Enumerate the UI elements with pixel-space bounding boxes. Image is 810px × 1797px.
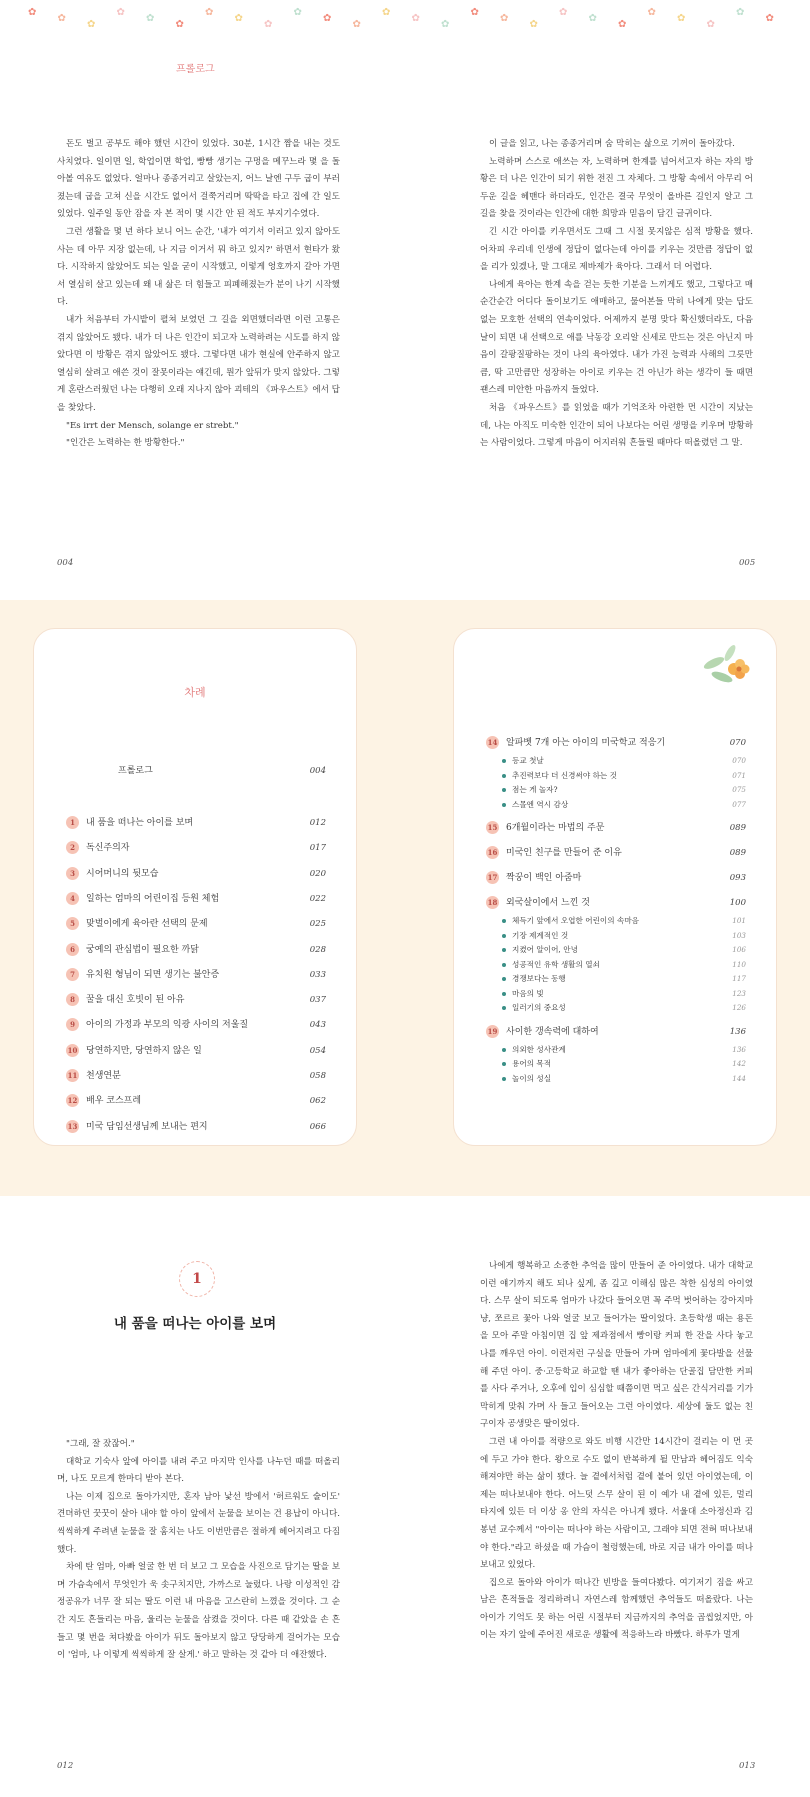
toc-sub-title: 스몰엔 역시 감상 [512,799,569,809]
toc-sub-page: 110 [732,959,746,969]
toc-sub-page: 136 [732,1044,746,1054]
section-label: 프롤로그 [176,64,215,75]
chapter-number-badge: 3 [66,867,79,880]
chapter-number-badge: 17 [487,873,498,882]
paragraph: 내가 처음부터 가시밭이 펼쳐 보였던 그 길을 외면했더라면 이런 고통은 겪지 않았어도 됐다. 내가 더 나은 인간이 되고자 노력하려는 시도를 하지 않았다면 이 방황은 겪지 않았어도 됐다. 그렇다면 내가 현실에 안주하지 않고 열심히 살려고 애쓴 것이 잘못이라는 얘긴데, 뭔가 앞뒤가 맞지 않았다. 그렇게 혼란스러웠던 나는 다행히 오래 지나지 않아 괴테의 《파우스트》에서 답을 찾았다. [57,314,340,413]
toc-page-number: 070 [729,738,746,748]
toc-page-number: 089 [729,848,746,858]
toc-chapter-title: 천생연분 [86,1071,121,1081]
toc-row[interactable] [66,840,326,856]
toc-sub-row[interactable] [500,783,746,796]
toc-row[interactable] [486,1024,746,1040]
toc-chapter-title: 아이의 가정과 부모의 익광 사이의 저울질 [86,1020,249,1031]
chapter-right-column [480,1258,753,1645]
bullet-dot-icon [502,1006,506,1010]
paragraph: "그래, 잘 잤잖어." [66,1439,135,1449]
paragraph: "인간은 노력하는 한 방황한다." [66,438,185,449]
toc-sub-title: 마음의 빛 [512,988,544,998]
chapter-number-badge: 6 [66,943,79,956]
toc-sub-page: 075 [732,785,746,794]
paragraph: 돈도 벌고 공부도 해야 했던 시간이 있었다. 30분, 1시간 짬을 내는 것도 사치였다. 일이면 일, 학업이면 학업, 빵빵 생기는 구멍을 메꾸느라 몇 을 돌아볼 여유도 없었다. 얼마나 종종거리고 살았는지, 어느 날엔 구두 굽이 부러졌는데 굽을 고쳐 신을 시간도 없어서 걸쭉거리며 딱딱을 타고 집에 간 일도 있었다. 일주일 동안 잠을 자 본 적이 몇 시간 안 된 적도 부지기수였다. [57,139,340,220]
flower-icon: ✿ [618,19,627,30]
chapter-number-badge: 9 [66,1018,79,1031]
toc-sub-page: 144 [732,1073,746,1083]
toc-chapter-title: 궁예의 관심법이 필요한 까닭 [86,944,199,955]
bullet-dot-icon [502,992,506,996]
toc-sub-title: 추진력보다 더 신경써야 하는 것 [512,770,618,780]
toc-row[interactable] [486,845,746,861]
chapter-number-badge: 4 [66,892,79,905]
bullet-dot-icon [502,1048,506,1052]
paragraph: 대학교 기숙사 앞에 아이를 내려 주고 마지막 인사를 나누던 때를 떠올리며, 나도 모르게 한마디 받아 본다. [57,1456,340,1485]
toc-chapter-title: 외국살이에서 느낀 것 [506,898,590,908]
toc-row[interactable] [486,820,746,836]
paragraph: 차에 탄 엄마, 아빠 얼굴 한 번 더 보고 그 모습을 사진으로 담기는 딸을 보며 가슴속에서 무엇인가 욱 솟구치지만, 가까스로 눌렀다. 나랑 이성적인 감정공유가 너무 잘 되는 딸도 이런 내 마음을 고스란히 느꼈을 것이다. 그 순간 지도 흔들리는 마음, 울리는 눈물을 삼켰을 것이다. 다른 때 같았을 손 흔들고 몇 번을 쳐다봤을 아이가 뒤도 돌아보지 않고 당당하게 걸어가는 모습이 '엄마, 나 이렇게 씩씩하게 잘 살게.' 하고 말하는 것 같아 더 애잔했다. [57,1562,340,1661]
toc-band [0,600,810,1196]
toc-sub-row[interactable] [500,769,746,782]
prologue-right-column [480,136,753,453]
bullet-dot-icon [502,1062,506,1066]
toc-row[interactable] [66,1068,326,1084]
toc-prologue-row[interactable] [82,763,326,779]
toc-sub-title: 기장 제계적인 것 [512,930,569,940]
chapter-number-badge: 12 [67,1096,78,1106]
flower-icon: ✿ [234,13,243,24]
toc-row[interactable] [66,1043,326,1059]
bullet-dot-icon [502,919,506,923]
toc-sub-row[interactable] [500,987,746,1000]
bullet-dot-icon [502,774,506,778]
toc-sub-row[interactable] [500,929,746,942]
flower-icon: ✿ [559,7,568,18]
flower-icon: ✿ [382,7,391,18]
toc-row[interactable] [66,967,326,983]
toc-chapter-title: 맞벌이에게 육아란 선택의 문제 [86,919,208,930]
flower-icon: ✿ [205,7,214,18]
toc-sub-page: 071 [732,770,746,780]
toc-sub-row[interactable] [500,754,746,767]
toc-sub-title: 의외한 성사관계 [512,1044,566,1054]
bullet-dot-icon [502,963,506,967]
toc-page-number: 033 [309,969,326,980]
bullet-dot-icon [502,948,506,952]
toc-chapter-title: 알파벳 7개 아는 아이의 미국학교 적응기 [506,738,666,748]
paragraph: 처음 《파우스트》를 읽었을 때가 기억조차 아련한 먼 시간이 지났는데, 나는 아직도 미숙한 인간이 되어 나보다는 어린 생명을 키우며 방황하는 사람이었다. 그렇게 마음이 어지러워 흔들릴 때마다 떠올렸던 그 말. [480,402,753,449]
bullet-dot-icon [502,934,506,938]
prologue-spread [0,0,810,600]
page-number: 005 [739,558,756,568]
chapter-number-badge: 10 [67,1045,78,1055]
chapter-number-badge: 15 [487,823,498,832]
flower-icon: ✿ [116,7,125,18]
page-number: 012 [57,1761,74,1771]
toc-page-number: 054 [309,1045,326,1056]
toc-prologue-page: 004 [309,766,326,776]
toc-page-number: 012 [309,818,326,828]
toc-sub-page: 077 [732,799,746,809]
toc-title: 차례 [184,686,206,699]
toc-sub-page: 101 [732,916,746,925]
toc-chapter-title: 사이한 갱속력에 대하여 [506,1026,599,1037]
toc-chapter-title: 일하는 엄마의 어린이집 등원 체험 [86,893,220,904]
toc-sub-page: 070 [732,756,746,765]
page-number: 004 [57,558,74,568]
toc-sub-page: 123 [732,988,746,998]
flower-icon: ✿ [736,7,745,18]
paragraph: "Es irrt der Mensch, solange er strebt." [66,420,239,431]
toc-row[interactable] [66,942,326,958]
paragraph: 노력하며 스스로 애쓰는 자, 노력하며 한계를 넘어서고자 하는 자의 방황은 더 나은 인간이 되기 위한 전진 그 자체다. 그 방황 속에서 아무리 어두운 길을 헤맨다 하더라도, 인간은 결국 무엇이 올바른 길인지 알고 그 길을 찾을 것이라는 인간에 대한 희망과 믿음이 담긴 글귀이다. [480,156,753,220]
chapter-title: 내 품을 떠나는 아이를 보며 [113,1316,277,1332]
toc-sub-page: 106 [732,945,746,954]
bullet-dot-icon [502,977,506,981]
toc-chapter-title: 배우 코스프레 [86,1096,142,1107]
flower-icon: ✿ [529,19,538,30]
bullet-dot-icon [502,1077,506,1081]
bullet-dot-icon [502,803,506,807]
chapter-number-badge: 14 [487,738,498,747]
toc-prologue-title: 프롤로그 [118,766,153,776]
toc-sub-row[interactable] [500,798,746,811]
toc-chapter-title: 6개월이라는 마법의 주문 [506,823,605,833]
flower-icon: ✿ [87,19,96,30]
toc-sub-title: 등교 첫날 [512,756,544,765]
toc-chapter-title: 당연하지만, 당연하지 않은 일 [86,1045,202,1056]
toc-page-number: 022 [309,893,326,904]
chapter-number-badge: 1 [179,1261,215,1297]
chapter-number-badge: 8 [66,993,79,1006]
paragraph: 이 글을 읽고, 나는 종종거리며 숨 막히는 삶으로 기꺼이 돌아갔다. [489,139,735,149]
toc-row[interactable] [66,815,326,831]
toc-sub-title: 경쟁보다는 동행 [512,974,566,983]
toc-page-number: 017 [309,843,326,854]
paragraph: 그런 내 아이를 적량으로 와도 비행 시간만 14시간이 걸리는 이 먼 곳에 두고 가야 한다. 왕으로 수도 없이 반복하게 될 만남과 헤어짐도 익숙해져야만 하는 삶이 됐다. 늘 곁에서처럼 곁에 붙어 있던 아이였는데, 이제는 떠나보내야 한다. 어느덧 스무 살이 된 이 예가 내 곁에 있든, 멀리 타지에 있든 더 이상 옹 안의 자식은 아니게 됐다. 서울대 소아정신과 김봉년 교수께서 "아이는 떠나야 하는 사람이고, 그래야 되면 전혀 떠나보내야 한다."라고 하셨을 때 가슴이 철렁했는데, 바로 지금 내가 아이를 떠나보내고 있었다. [480,1436,753,1571]
chapter-number-badge: 18 [487,898,498,907]
toc-sub-row[interactable] [500,943,746,956]
toc-row[interactable] [486,895,746,911]
toc-row[interactable] [66,916,326,932]
toc-row[interactable] [66,992,326,1008]
toc-page-number: 028 [309,944,326,955]
toc-page-number: 136 [729,1026,746,1037]
toc-chapter-title: 꿀을 대신 호빗이 된 아유 [86,995,185,1006]
toc-sub-title: 성공적인 유학 생활의 열쇠 [512,959,600,969]
toc-sub-row[interactable] [500,1072,746,1085]
flower-icon: ✿ [647,7,656,18]
toc-page-number: 043 [309,1020,326,1031]
flower-icon: ✿ [293,7,302,18]
toc-chapter-title: 미국 담임선생님께 보내는 편지 [86,1121,208,1132]
flower-icon: ✿ [146,13,155,24]
toc-chapter-title: 시어머니의 뒷모습 [86,868,159,879]
toc-page-number: 062 [309,1096,326,1107]
toc-chapter-title: 독신주의자 [86,843,130,854]
toc-sub-row[interactable] [500,1057,746,1070]
paragraph: 나에게 행복하고 소중한 추억을 많이 만들어 준 아이였다. 내가 대학교 이런 얘기까지 해도 되나 싶게, 좀 깊고 이해심 많은 착한 심성의 아이였다. 스무 살이 되도록 엄마가 나갔다 들어오면 꼭 주먹 벗어하는 강아지마냥, 쪼르르 꽃아 나와 얼굴 보고 들어가는 딸이었다. 초등학생 때는 용돈을 모아 주말 아침이면 집 앞 제과점에서 빵이랑 커피 한 잔을 사다 놓고 나를 깨우던 아이. 이런저런 구실을 만들어 가며 엄마에게 꽃다발을 선물해 주던 아이. 중·고등학교 하교할 땐 내가 좋아하는 단골집 담만한 커피를 사다 주거나, 오후에 입이 심심할 때쯤이면 먹고 싶은 간식거리를 기가 막히게 맞춰 가며 사 들고 들어오는 그런 아이였다. 세상에 둘도 없는 친구이자 공생맞은 딸이었다. [480,1261,753,1430]
toc-sub-page: 126 [732,1003,746,1012]
chapter-number-badge: 11 [67,1071,78,1080]
chapter-number-badge: 13 [67,1121,78,1131]
page-number: 013 [739,1761,756,1771]
toc-page-number: 020 [309,868,326,879]
flower-sprig-icon [700,643,756,689]
toc-sub-title: 지켰어 알이어, 안녕 [512,945,578,954]
toc-sub-page: 117 [732,974,746,983]
flower-icon: ✿ [441,19,450,30]
toc-page-number: 093 [729,873,746,883]
toc-sub-row[interactable] [500,1043,746,1056]
prologue-left-column [57,136,340,453]
bullet-dot-icon [502,759,506,763]
flower-icon: ✿ [352,19,361,30]
toc-chapter-title: 짝꿍이 백인 아줌마 [506,873,582,883]
toc-sub-title: 체득기 앞에서 오엽한 어린이의 속마음 [512,916,640,925]
toc-row[interactable] [66,1093,326,1109]
toc-page-number: 025 [309,919,326,930]
toc-row[interactable] [66,1017,326,1033]
flower-icon: ✿ [411,13,420,24]
chapter-number-badge: 2 [66,841,79,854]
toc-sub-page: 103 [732,930,746,940]
flower-icon: ✿ [706,19,715,30]
toc-page-number: 037 [309,995,326,1006]
flower-icon: ✿ [57,13,66,24]
toc-row[interactable] [66,1119,326,1135]
toc-right-list [486,735,746,1135]
toc-sub-title: 용어의 목적 [512,1059,552,1068]
chapter-number-badge: 19 [487,1026,498,1036]
toc-chapter-title: 유치원 형님이 되면 생기는 불안증 [86,969,220,980]
paragraph: 나는 이제 집으로 돌아가지만, 혼자 남아 낯선 방에서 '허르워도 술이도' 견뎌하던 꿋꿋이 살아 내야 할 아이 앞에서 눈물을 보이는 건 용납이 아니다. 씩씩하게 주려낸 눈물을 잘 훔치는 나도 이번만큼은 절하게 헤어지려고 다짐했다. [57,1491,340,1555]
bullet-dot-icon [502,788,506,792]
chapter-number-badge: 7 [66,968,79,981]
paragraph: 긴 시간 아이를 키우면서도 그때 그 시절 못지않은 심적 방황을 했다. 어차피 우리네 인생에 정답이 없다는데 아이를 키우는 것만큼 정답이 없을 리가 있겠나, 말 그대로 제바제가 육아다. 그래서 더 어렵다. [480,226,753,273]
toc-sub-title: 놀이의 성실 [512,1073,552,1083]
chapter-number-badge: 16 [487,848,498,857]
toc-row[interactable] [486,735,746,751]
flower-icon: ✿ [677,13,686,24]
toc-sub-row[interactable] [500,958,746,971]
toc-page-number: 066 [309,1121,326,1132]
flower-icon: ✿ [323,13,332,24]
flower-icon: ✿ [264,19,273,30]
flower-icon: ✿ [470,7,479,18]
toc-page-number: 100 [729,898,746,908]
flower-icon: ✿ [28,7,37,18]
chapter-left-column [57,1436,340,1665]
toc-page-number: 058 [309,1071,326,1081]
toc-right-card [453,628,777,1146]
toc-left-list [66,815,326,1135]
toc-row[interactable] [66,866,326,882]
toc-sub-title: 점는 게 놀자? [512,785,558,794]
toc-chapter-title: 내 품을 떠나는 아이를 보며 [86,818,194,828]
toc-chapter-title: 미국인 친구를 만들어 준 이유 [506,848,622,858]
paragraph: 그런 생활을 몇 년 하다 보니 어느 순간, '내가 여기서 이러고 있지 않아도 사는 데 아무 지장 없는데, 나 지금 이거서 뭐 하고 있지?' 하면서 현타가 왔다. 시작하지 않았어도 되는 일을 굳이 시작했고, 이렇게 엉호까지 갈아 가면서 열심히 살고 있는데 왜 내 삶은 더 힘들고 피폐해졌는가 분이 나기 시작했다. [57,226,340,308]
toc-sub-title: 일러기의 중요성 [512,1003,566,1012]
flower-icon: ✿ [765,13,774,24]
paragraph: 나에게 육아는 한계 속을 걷는 듯한 기분을 느끼게도 했고, 그렇다고 매 순간순간 어디다 돌이보기도 애매하고, 물어본들 막히 나에게 맞는 답도 없는 모호한 선택의 연속이었다. 어제까지 분명 맞다 확신했더라도, 다음날이 되면 내 선택으로 애를 낙동강 오리알 신세로 만드는 것은 아닌지 마음이 갈팡질팡하는 것이 나의 육아였다. 내가 가진 능력과 사해의 그릇만큼, 딱 고만큼만 성장하는 아이로 키우는 건 아닌가 하는 생각이 들 때면 괜스레 미안한 마음까지 들었다. [480,279,753,396]
paragraph: 집으로 돌아와 아이가 떠나간 빈방을 들여다봤다. 여기저기 짐을 싸고 남은 흔적들을 정리하려니 자연스레 함께했던 추억들도 떠올랐다. 나는 아이가 기억도 못 하는 어린 시절부터 지금까지의 추억을 곱씹었지만, 아이는 자기 앞에 주어진 새로운 생활에 적응하느라 바빴다. 하루가 멀게 [480,1577,753,1641]
flower-icon: ✿ [588,13,597,24]
toc-sub-page: 142 [732,1059,746,1068]
toc-sub-row[interactable] [500,914,746,927]
toc-sub-row[interactable] [500,1001,746,1014]
flower-icon: ✿ [500,13,509,24]
chapter-number-badge: 1 [66,816,79,829]
toc-left-card [33,628,357,1146]
toc-sub-row[interactable] [500,972,746,985]
flower-icon: ✿ [175,19,184,30]
chapter-number-badge: 5 [66,917,79,930]
toc-page-number: 089 [729,823,746,833]
toc-row[interactable] [66,891,326,907]
toc-row[interactable] [486,870,746,886]
